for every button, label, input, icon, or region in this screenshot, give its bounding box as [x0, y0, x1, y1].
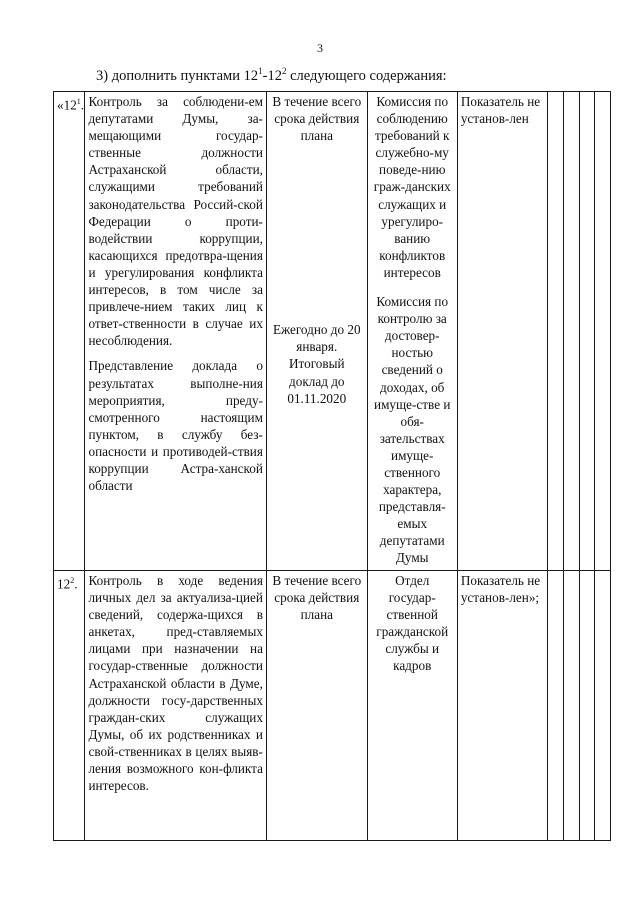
empty-cell — [563, 92, 579, 571]
intro-paragraph — [96, 66, 447, 85]
empty-cell — [579, 92, 595, 571]
responsible-second: Комиссия по контролю за достовер-ностью сведений о доходах, об имуще-стве и обя-зательствах имуще-ственного характера, представля-емых депутатами Думы — [374, 294, 451, 566]
term-report: Ежегодно до 20 января. Итоговый доклад до 01.11.2020 — [272, 322, 361, 406]
row-description: Контроль в ходе ведения личных дел за актуализа-цией сведений, содержа-щихся в анкетах, пред-ставляемых лицами при назначении на государ-ственные должности Астраханской области в Думе, должности госу-дарственных граждан-ских служащих Думы, об их родственниках и свой-ственниках в целях выяв-ления возможного кон-фликта интересов. — [85, 571, 266, 841]
description-main: Контроль за соблюдени-ем депутатами Думы, за-мещающими государ-ственные должности Астраханской области, служащими требований законодательства Россий-ской Федерации о проти-водействии коррупции, касающихся предотвра-щения и урегулирования конфликта интересов, в том числе за привлече-нием таких лиц к ответ-ственности в случае их несоблюдения. — [88, 94, 263, 349]
page-number: 3 — [317, 41, 323, 55]
row-indicator: Показатель не установ-лен»; — [457, 571, 547, 841]
intro-sup-1: 1 — [258, 66, 263, 76]
row-responsible: Отдел государ-ственной гражданской службы и кадров — [367, 571, 457, 841]
row-description — [85, 92, 266, 571]
table-row — [54, 571, 611, 841]
empty-cell — [563, 571, 579, 841]
row-number: «$12^1$. — [54, 92, 85, 571]
row-term — [266, 92, 367, 571]
empty-cell — [548, 92, 564, 571]
plan-table — [53, 91, 611, 841]
term-main: В течение всего срока действия плана — [272, 94, 362, 144]
intro-text-before: 3) дополнить пунктами 12 — [96, 67, 259, 84]
empty-cell — [579, 571, 595, 841]
empty-cell — [548, 571, 564, 841]
row-number: $12^2$. — [54, 571, 85, 841]
empty-cell — [595, 92, 611, 571]
description-report: Представление доклада о результатах выполне-ния мероприятия, преду-смотренного настоящим пунктом, в службу без-опасности и противодей-ствия коррупции Астра-ханской области — [88, 358, 263, 494]
row-term: В течение всего срока действия плана — [266, 571, 367, 841]
responsible-main: Комиссия по соблюдению требований к служебно-му поведе-нию граж-данских служащих и урегулиро-ванию конфликтов интересов — [373, 94, 451, 280]
empty-cell — [595, 571, 611, 841]
intro-sup-2: 2 — [281, 66, 287, 76]
table-row — [54, 92, 611, 571]
intro-text-after: следующего содержания: — [286, 67, 447, 84]
intro-dash: -12 — [262, 67, 282, 84]
row-indicator: Показатель не установ-лен — [457, 92, 547, 571]
row-responsible — [367, 92, 457, 571]
